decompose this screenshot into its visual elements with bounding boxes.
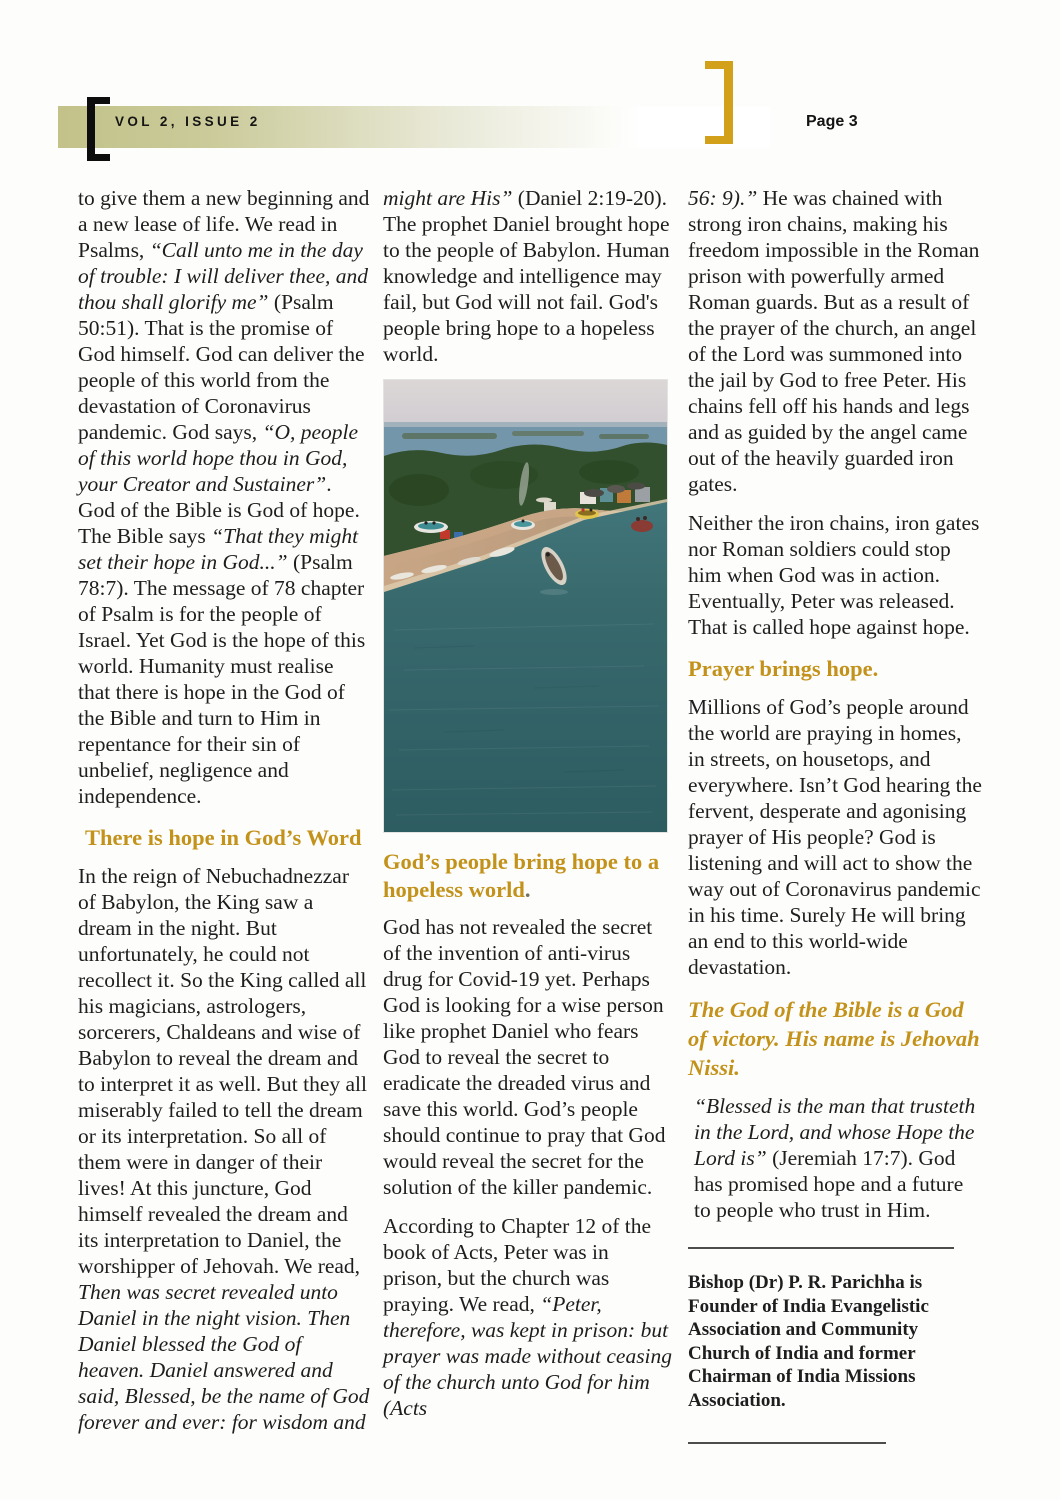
paragraph xyxy=(78,185,370,809)
article-photo xyxy=(384,380,667,832)
text-run: (Daniel 2:19-20). The prophet Daniel brought hope to the people of Babylon. Human knowledge and intelligence may fail, but God will not fail. God's people bring hope to a hopeless world. xyxy=(383,186,670,366)
paragraph xyxy=(383,1213,673,1421)
text-run: Then was secret revealed unto Daniel in the night vision. Then Daniel blessed the God of heaven. Daniel answered and said, Blessed, be the name of God forever and ever: for wisdom and xyxy=(78,1280,370,1434)
text-run: . God of the Bible is God of hope. The Bible says xyxy=(78,472,360,548)
issue-label: VOL 2, ISSUE 2 xyxy=(115,114,261,129)
text-run: “Peter, therefore, was kept in prison: but prayer was made without ceasing of the church unto God for him (Acts xyxy=(383,1292,673,1420)
separator-line xyxy=(688,1442,886,1444)
section-heading: There is hope in God’s Word xyxy=(85,825,362,850)
text-run: Neither the iron chains, iron gates nor Roman soldiers could stop him when God was in action. Eventually, Peter was released. That is called hope against hope. xyxy=(688,511,980,639)
column-3 xyxy=(688,185,982,1444)
beach-boats-photo xyxy=(384,380,667,832)
photo-caption-heading xyxy=(383,848,673,904)
text-run: . xyxy=(524,877,531,902)
text-run: In the reign of Nebuchadnezzar of Babylon, the King saw a dream in the night. But unfortunately, he could not recollect it. So the King called all his magicians, astrologers, sorcerers, Chaldeans and wise of Babylon to reveal the dream and to interpret it as well. But they all miserably failed to tell the dream or its interpretation. So all of them were in danger of their lives! At this juncture, God himself revealed the dream and its interpretation to Daniel, the worshipper of Jehovah. We read, xyxy=(78,864,367,1278)
text-run: “Call unto me in the day of trouble: I will deliver thee, and thou shall glorify me” xyxy=(78,238,368,314)
boat-icon-teal-left xyxy=(414,521,448,533)
paragraph xyxy=(688,510,982,640)
section-heading: The God of the Bible is a God of victory. His name is Jehovah Nissi. xyxy=(688,997,980,1080)
text-run: “That they might set their hope in God...” xyxy=(78,524,359,574)
paragraph xyxy=(688,185,982,497)
left-bracket-ornament xyxy=(87,97,110,161)
text-run: to give them a new beginning and a new lease of life. We read in Psalms, xyxy=(78,186,370,262)
paragraph xyxy=(688,694,982,980)
text-run: 56: 9).” xyxy=(688,186,758,210)
author-bio: Bishop (Dr) P. R. Parichha is Founder of India Evangelistic Association and Community Church of India and former Chairman of India Missions Association. xyxy=(688,1272,929,1411)
text-run: (Jeremiah 17:7). God has promised hope and a future to people who trust in Him. xyxy=(694,1146,964,1222)
column-2 xyxy=(383,185,673,1434)
right-bracket-ornament xyxy=(705,61,733,144)
section-heading: Prayer brings hope. xyxy=(688,656,879,681)
text-run: According to Chapter 12 of the book of Acts, Peter was in prison, but the church was praying. We read, xyxy=(383,1214,652,1316)
text-run: Millions of God’s people around the world are praying in homes, in streets, on housetops, and everywhere. Isn’t God hearing the fervent, desperate and agonising prayer of His people? God is listening and will act to show the way out of Coronavirus pandemic in his time. Surely He will bring an end to this world-wide devastation. xyxy=(688,695,982,979)
text-run: He was chained with strong iron chains, making his freedom impossible in the Roman prison with powerfully armed Roman guards. But as a result of the prayer of the church, an angel of the Lord was summoned into the jail by God to free Peter. His chains fell off his hands and legs and as guided by the angel came out of the heavily guarded iron gates. xyxy=(688,186,980,496)
text-run: “Blessed is the man that trusteth in the Lord, and whose Hope the Lord is” xyxy=(694,1094,976,1170)
column-1 xyxy=(78,185,370,1448)
text-run: God has not revealed the secret of the invention of anti-virus drug for Covid-19 yet. Perhaps God is looking for a wise person like prophet Daniel who fears God to reveal the secret to eradicate the dreaded virus and save this world. God’s people should continue to pray that God would reveal the secret for the solution of the killer pandemic. xyxy=(383,915,666,1199)
paragraph xyxy=(383,185,673,367)
page-number: Page 3 xyxy=(806,113,858,130)
paragraph xyxy=(78,863,370,1435)
text-run: “O, people of this world hope thou in God, your Creator and Sustainer” xyxy=(78,420,359,496)
text-run: (Psalm 50:51). That is the promise of God himself. God can deliver the people of this world from the devastation of Coronavirus pandemic. God says, xyxy=(78,290,365,444)
text-run: might are His” xyxy=(383,186,513,210)
text-run: God’s people bring hope to a hopeless world xyxy=(383,849,660,902)
paragraph xyxy=(688,1093,982,1223)
separator-line xyxy=(688,1247,954,1249)
text-run: (Psalm 78:7). The message of 78 chapter of Psalm is for the people of Israel. Yet God is the hope of this world. Humanity must realise that there is hope in the God of the Bible and turn to Him in repentance for their sin of unbelief, negligence and independence. xyxy=(78,550,366,808)
paragraph xyxy=(383,914,673,1200)
